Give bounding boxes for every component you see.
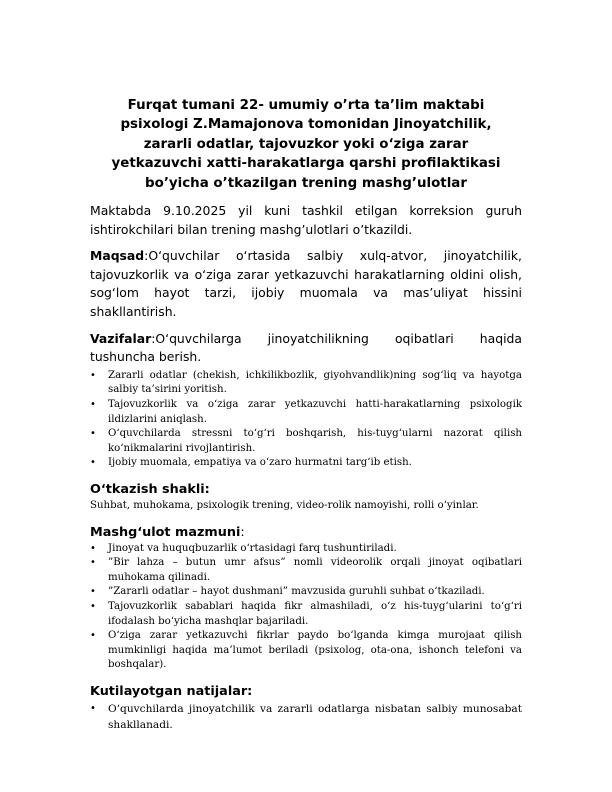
intro-paragraph: Maktabda 9.10.2025 yil kuni tashkil etilgan korreksion guruh ishtirokchilari bilan trening mashg’ulotlari o’tkazildi. — [90, 203, 522, 237]
list-item-text: O‘quvchilarda jinoyatchilik va zararli odatlarga nisbatan salbiy munosabat shakllanadi. — [108, 702, 522, 731]
document-title — [90, 96, 522, 193]
vazifalar-list — [90, 369, 522, 471]
list-item — [90, 701, 522, 733]
list-item — [90, 369, 522, 398]
bullet-icon: • — [90, 398, 96, 410]
document-page — [90, 96, 522, 733]
title-line: yetkazuvchi xatti-harakatlarga qarshi profilaktikasi — [111, 156, 501, 172]
list-item — [90, 427, 522, 456]
title-line: psixologi Z.Mamajonova tomonidan Jinoyatchilik, — [120, 117, 492, 133]
bullet-icon: • — [90, 457, 96, 469]
list-item — [90, 629, 522, 673]
list-item-text: Jinoyat va huquqbuzarlik o‘rtasidagi farq tushuntiriladi. — [108, 542, 397, 554]
bullet-icon: • — [90, 557, 96, 569]
title-line: Furqat tumani 22- umumiy o’rta ta’lim maktabi — [127, 98, 485, 113]
natijalar-heading: Kutilayotgan natijalar: — [90, 683, 253, 699]
list-item — [90, 585, 522, 600]
bullet-icon: • — [90, 702, 96, 714]
mashgulot-heading-colon: : — [240, 524, 245, 540]
bullet-icon: • — [90, 369, 96, 381]
natijalar-list — [90, 701, 522, 733]
mashgulot-heading-text: Mashg‘ulot mazmuni — [90, 524, 241, 540]
bullet-icon: • — [90, 630, 96, 642]
maqsad-paragraph — [90, 247, 522, 321]
otkazish-text: Suhbat, muhokama, psixologik trening, video-rolik namoyishi, rolli o‘yinlar. — [90, 499, 479, 511]
list-item-text: Tajovuzkorlik va o‘ziga zarar yetkazuvchi hatti-harakatlarning psixologik ildizlarini aniqlash. — [108, 398, 522, 425]
list-item-text: O‘quvchilarda stressni to‘g‘ri boshqarish, his-tuyg‘ularni nazorat qilish ko‘nikmalarini rivojlantirish. — [108, 428, 522, 454]
vazifalar-text: :O‘quvchilarga jinoyatchilikning oqibatlari haqida tushuncha berish. — [90, 330, 522, 365]
list-item — [90, 456, 522, 471]
vazifalar-label: Vazifalar — [90, 330, 152, 346]
list-item-text: Ijobiy muomala, empatiya va o‘zaro hurmatni targ‘ib etish. — [108, 457, 412, 469]
maqsad-text: :O‘quvchilar o‘rtasida salbiy xulq-atvor, jinoyatchilik, tajovuzkorlik va o‘ziga zarar yetkazuvchi harakatlarning oldini olish, sog‘lom hayot tarzi, ijobiy muomala va mas’uliyat hissini shakllantirish. — [90, 248, 522, 319]
otkazish-heading: O‘tkazish shakli: — [90, 481, 210, 497]
bullet-icon: • — [90, 428, 96, 440]
vazifalar-paragraph — [90, 330, 522, 367]
title-line: bo’yicha o’tkazilgan trening mashg’ulotlar — [145, 175, 467, 191]
bullet-icon: • — [90, 542, 96, 554]
list-item-text: ”Bir lahza – butun umr afsus” nomli videorolik orqali jinoyat oqibatlari muhokama qilinadi. — [108, 557, 522, 583]
list-item — [90, 398, 522, 427]
title-line: zararli odatlar, tajovuzkor yoki o‘ziga zarar — [143, 136, 469, 152]
list-item-text: ”Zararli odatlar – hayot dushmani” mavzusida guruhli suhbat o‘tkaziladi. — [108, 586, 485, 598]
mashgulot-heading — [90, 524, 522, 541]
mashgulot-list — [90, 542, 522, 673]
bullet-icon: • — [90, 586, 96, 598]
list-item — [90, 542, 522, 557]
list-item-text: O‘ziga zarar yetkazuvchi fikrlar paydo bo‘lganda kimga murojaat qilish mumkinligi haqida ma’lumot beriladi (psixolog, ota-ona, ishonch telefoni va boshqalar). — [108, 630, 522, 671]
bullet-icon: • — [90, 600, 96, 612]
list-item-text: Zararli odatlar (chekish, ichkilikbozlik, giyohvandlik)ning sog‘liq va hayotga salbiy ta’sirini yoritish. — [108, 369, 522, 396]
list-item — [90, 600, 522, 629]
list-item — [90, 556, 522, 585]
list-item-text: Tajovuzkorlik sabablari haqida fikr almashiladi, o‘z his-tuyg‘ularini to‘g‘ri ifodalash bo‘yicha mashqlar bajariladi. — [108, 600, 522, 627]
maqsad-label: Maqsad — [90, 248, 145, 264]
